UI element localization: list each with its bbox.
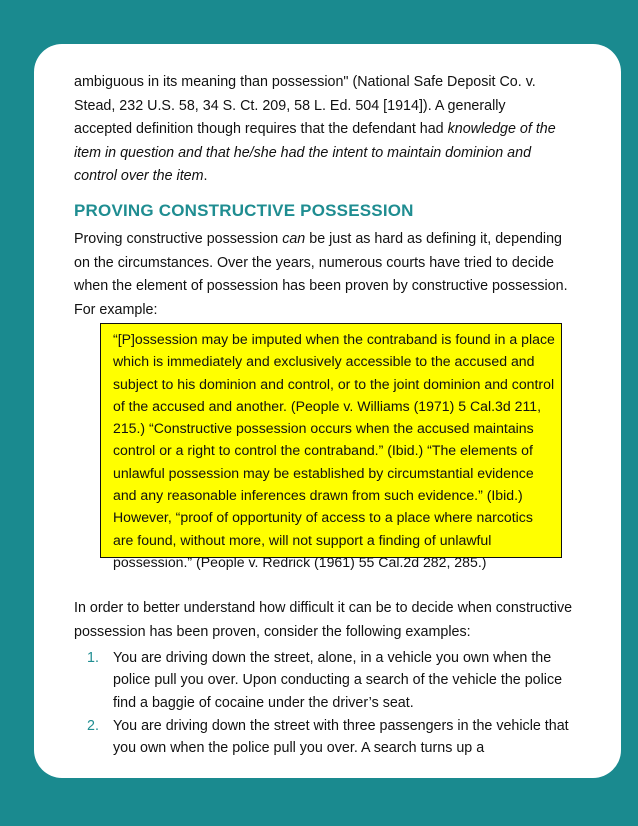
section-paragraph-part2: be just as hard as defining it, depending on the circumstances. Over the years, numerous courts have tried to decide when the element of possession has been proven by constructive possession. For example:: [74, 230, 568, 318]
legal-quote-text: “[P]ossession may be imputed when the contraband is found in a place which is immediately and exclusively accessible to the accused and subject to his dominion and control, or to the joint dominion and control of the accused and another. (People v. Williams (1971) 5 Cal.3d 211, 215.) “Constructive possession occurs when the accused maintains control or a right to control the contraband.” (Ibid.) “The elements of unlawful possession may be established by circumstantial evidence and any reasonable inferences drawn from such evidence.” (Ibid.) However, “proof of opportunity of access to a place where narcotics are found, without more, will not support a finding of unlawful possession.” (People v. Redrick (1961) 55 Cal.2d 282, 285.): [113, 331, 555, 570]
document-content: [74, 71, 574, 322]
section-paragraph: [74, 228, 574, 322]
example-text-2: You are driving down the street with three passengers in the vehicle that you own when the police pull you over. A search turns up a: [113, 717, 569, 757]
example-item-2: [87, 715, 577, 760]
section-heading: PROVING CONSTRUCTIVE POSSESSION: [74, 200, 414, 220]
example-number-1: 1.: [87, 650, 99, 666]
intro-paragraph: [74, 71, 566, 189]
intro-text-italic: knowledge of the item in question and that he/she had the intent to maintain dominion and control over the item: [74, 121, 556, 185]
example-number-2: 2.: [87, 717, 99, 734]
intro-text-end: .: [203, 168, 208, 185]
legal-quote-box: [100, 323, 562, 570]
document-page: [34, 44, 621, 778]
example-item-1: [87, 647, 577, 714]
example-text-1: You are driving down the street, alone, in a vehicle you own when the police pull you over. Upon conducting a search of the vehicle the police find a baggie of cocaine under the driver’s seat.: [113, 650, 563, 711]
section-paragraph-part1: Proving constructive possession: [74, 230, 283, 247]
followup-paragraph: In order to better understand how difficult it can be to decide when constructive possession has been proven, consider the following examples:: [74, 600, 573, 640]
examples-list: [87, 647, 577, 760]
intro-text-plain: ambiguous in its meaning than possession" (National Safe Deposit Co. v. Stead, 232 U.S. 58, 34 S. Ct. 209, 58 L. Ed. 504 [1914]). A generally accepted definition though requires that the defendant had: [74, 74, 536, 138]
section-paragraph-italic: can: [282, 230, 306, 247]
